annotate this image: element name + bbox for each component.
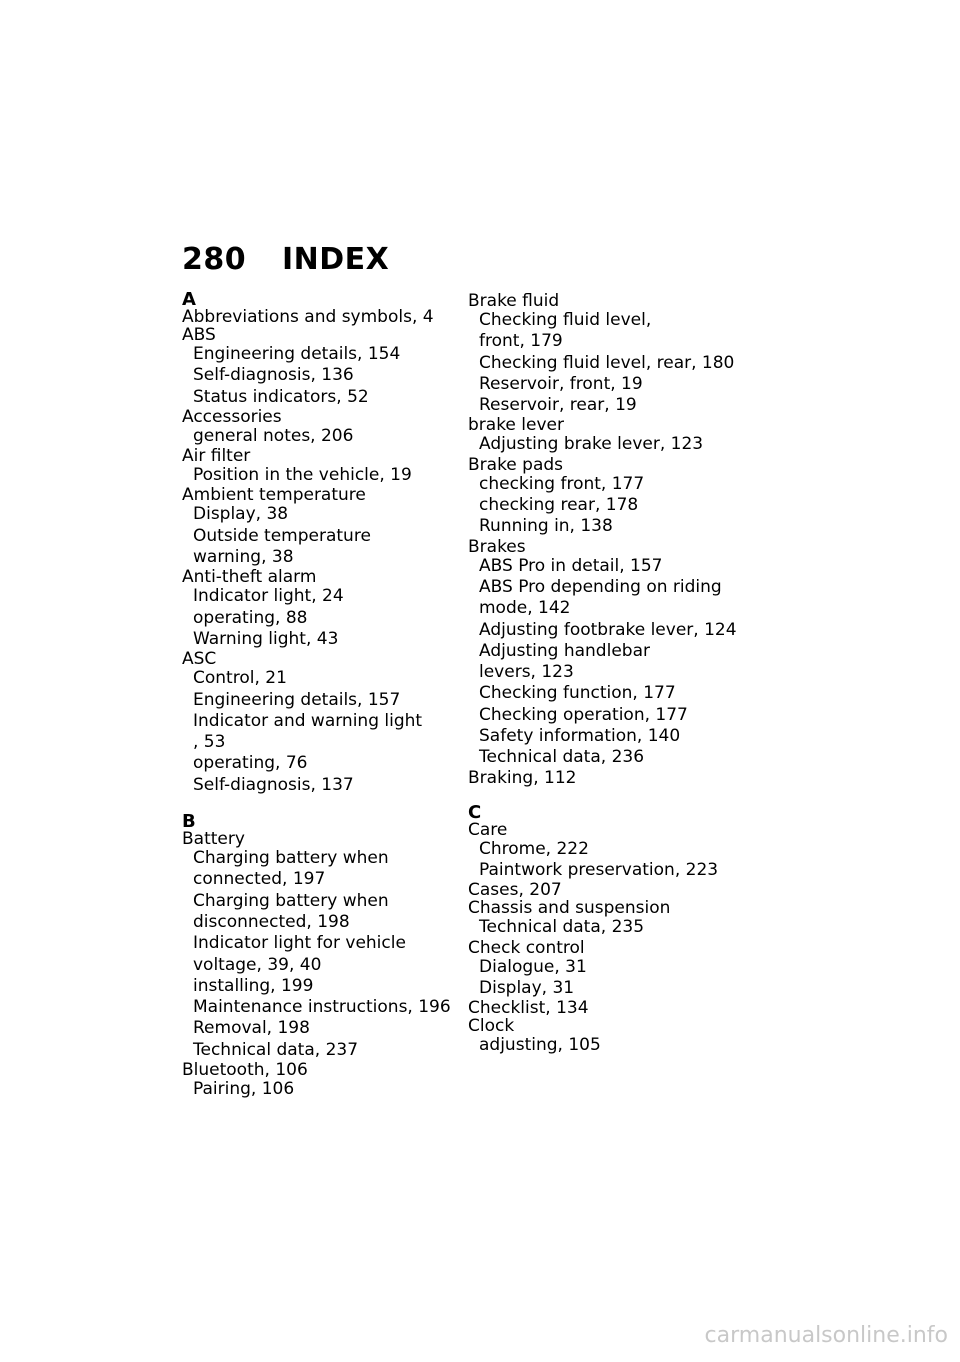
section-letter: B (182, 811, 196, 833)
index-subentry: general notes, 206 (193, 425, 354, 446)
index-entry (468, 1017, 740, 1056)
index-term: Brakes (468, 536, 526, 557)
page-title: INDEX (282, 242, 390, 277)
index-column-right (468, 292, 740, 1074)
index-section (468, 292, 740, 787)
section-letter: C (468, 801, 482, 823)
index-subentry: Self-diagnosis, 137 (193, 774, 354, 795)
index-entry (182, 830, 454, 1061)
index-term: Bluetooth, 106 (182, 1060, 308, 1081)
index-entry (182, 568, 454, 650)
index-subentry: Reservoir, rear, 19 (479, 395, 637, 416)
index-subentry: Pairing, 106 (193, 1079, 295, 1100)
index-entry (182, 447, 454, 486)
index-entry (468, 292, 740, 416)
index-term: Brake pads (468, 454, 564, 475)
index-subentry: Technical data, 237 (193, 1039, 359, 1060)
index-subentry: Charging battery when (193, 890, 389, 911)
index-section (468, 801, 740, 1057)
index-subentry: Status indicators, 52 (193, 386, 369, 407)
index-entry (468, 538, 740, 769)
index-subentry: Maintenance instructions, 196 (193, 997, 451, 1018)
index-subentry: operating, 88 (193, 607, 308, 628)
index-column-left (182, 289, 454, 1118)
index-term: Care (468, 819, 508, 840)
index-subentry: Display, 38 (193, 504, 289, 525)
index-entry (182, 308, 454, 326)
index-subentry: , 53 (193, 732, 226, 753)
index-section (182, 289, 454, 796)
index-subentry: ABS Pro in detail, 157 (479, 555, 663, 576)
index-subentry: Outside temperature (193, 525, 371, 546)
index-entry (468, 456, 740, 538)
index-subentry: warning, 38 (193, 547, 294, 568)
index-term: ABS (182, 325, 216, 345)
index-subentry: Indicator and warning light (193, 710, 423, 731)
index-subentry: Checking fluid level, rear, 180 (479, 352, 735, 373)
index-subentry: Control, 21 (193, 668, 287, 689)
index-entry (182, 1061, 454, 1100)
index-subentry: Position in the vehicle, 19 (193, 465, 412, 486)
index-section (182, 811, 454, 1100)
index-subentry: Paintwork preservation, 223 (479, 859, 719, 880)
index-subentry: Adjusting handlebar (479, 640, 650, 661)
page-header (182, 240, 389, 280)
index-term: Clock (468, 1016, 515, 1037)
index-subentry: Safety information, 140 (479, 726, 681, 747)
index-subentry: front, 179 (479, 331, 563, 352)
page-number: 280 (182, 242, 247, 277)
index-subentry: Chrome, 222 (479, 838, 589, 859)
index-subentry: Adjusting footbrake lever, 124 (479, 619, 737, 640)
index-subentry: adjusting, 105 (479, 1035, 601, 1056)
index-subentry: installing, 199 (193, 975, 314, 996)
index-term: Battery (182, 829, 245, 850)
index-term: Accessories (182, 406, 282, 427)
index-term: Abbreviations and symbols, 4 (182, 307, 434, 327)
index-term: Anti-theft alarm (182, 567, 317, 588)
index-subentry: Dialogue, 31 (479, 956, 587, 977)
index-subentry: Indicator light for vehicle (193, 933, 406, 954)
index-subentry: Adjusting brake lever, 123 (479, 434, 704, 455)
index-entry (468, 899, 740, 938)
index-term: Checklist, 134 (468, 998, 589, 1019)
index-subentry: Running in, 138 (479, 516, 613, 537)
index-term: ASC (182, 649, 217, 670)
index-subentry: Reservoir, front, 19 (479, 373, 643, 394)
index-subentry: operating, 76 (193, 753, 308, 774)
index-subentry: Display, 31 (479, 977, 575, 998)
index-subentry: disconnected, 198 (193, 911, 350, 932)
index-entry (468, 821, 740, 882)
index-subentry: Self-diagnosis, 136 (193, 365, 354, 386)
index-term: Check control (468, 937, 585, 958)
index-entry (468, 416, 740, 455)
index-subentry: checking front, 177 (479, 473, 645, 494)
index-subentry: checking rear, 178 (479, 495, 639, 516)
index-entry (182, 650, 454, 796)
index-entry (468, 939, 740, 1000)
index-term: Cases, 207 (468, 880, 562, 901)
index-term: Braking, 112 (468, 767, 577, 788)
index-subentry: Checking operation, 177 (479, 704, 688, 725)
index-subentry: mode, 142 (479, 598, 571, 619)
index-subentry: Engineering details, 157 (193, 689, 401, 710)
index-subentry: Removal, 198 (193, 1018, 310, 1039)
index-subentry: ABS Pro depending on riding (479, 576, 722, 597)
index-entry (182, 486, 454, 568)
index-subentry: Technical data, 236 (479, 747, 645, 768)
watermark[interactable]: carmanualsonline.info (704, 1323, 948, 1348)
index-subentry: Warning light, 43 (193, 628, 339, 649)
index-subentry: Technical data, 235 (479, 917, 645, 938)
index-subentry: Charging battery when (193, 848, 389, 869)
index-term: Brake fluid (468, 291, 560, 311)
index-entry (468, 769, 740, 787)
index-subentry: Indicator light, 24 (193, 586, 344, 607)
section-letter: A (182, 289, 196, 310)
index-term: Air filter (182, 446, 251, 467)
index-term: Ambient temperature (182, 485, 366, 506)
index-entry (468, 881, 740, 899)
index-term: brake lever (468, 415, 564, 436)
index-subentry: Checking function, 177 (479, 683, 676, 704)
index-entry (182, 408, 454, 447)
index-subentry: Checking fluid level, (479, 310, 652, 330)
index-entry (468, 999, 740, 1017)
index-subentry: Engineering details, 154 (193, 344, 401, 364)
index-subentry: connected, 197 (193, 869, 326, 890)
index-term: Chassis and suspension (468, 898, 671, 919)
index-subentry: levers, 123 (479, 662, 574, 683)
index-subentry: voltage, 39, 40 (193, 954, 322, 975)
index-entry (182, 326, 454, 408)
